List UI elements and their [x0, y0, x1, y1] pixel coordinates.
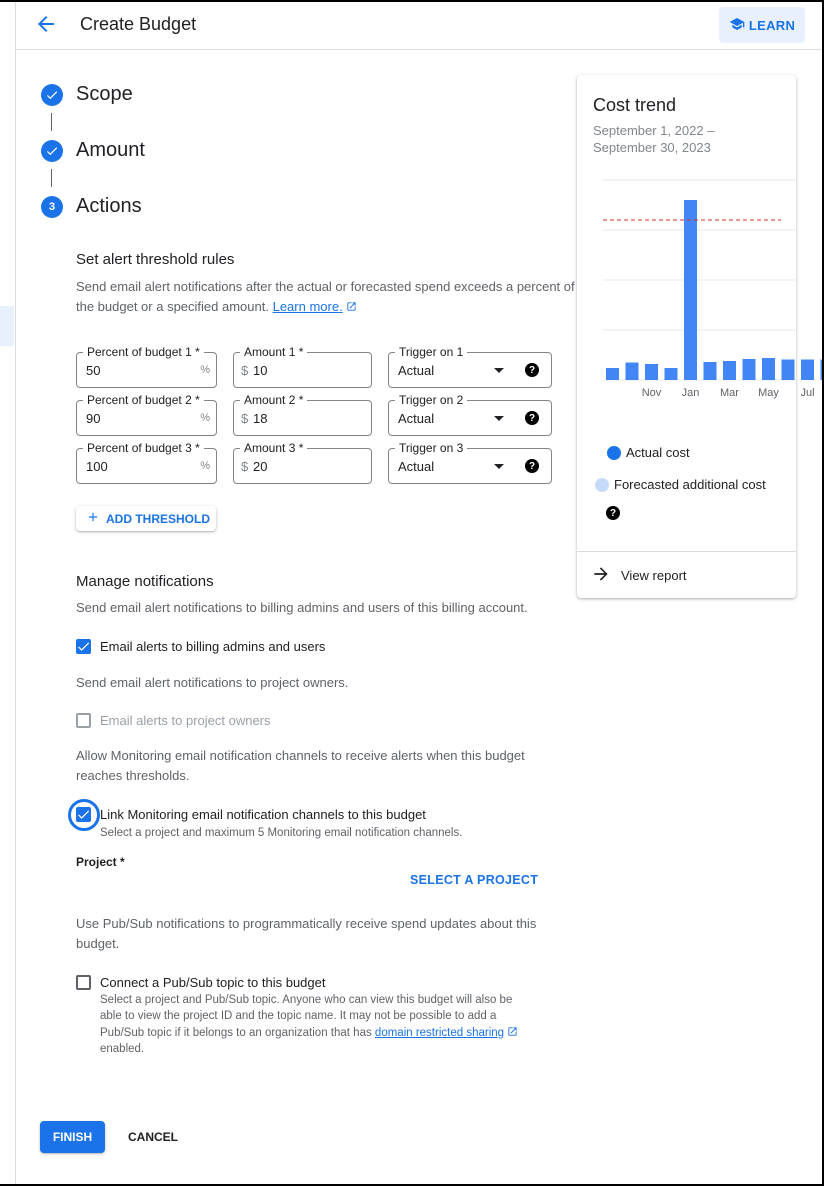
help-icon[interactable]: ? — [525, 459, 539, 473]
percent-of-budget-2-input[interactable]: Percent of budget 2 * 90 % — [76, 400, 217, 436]
owners-description: Send email alert notifications to project owners. — [76, 675, 349, 690]
dropdown-arrow-icon — [494, 464, 504, 469]
cost-trend-title: Cost trend — [593, 95, 677, 115]
threshold-description-line: Send email alert notifications after the actual or forecasted spend exceeds a percent of — [76, 279, 575, 294]
legend-forecast-dot — [595, 478, 609, 492]
step-actions[interactable] — [41, 195, 142, 218]
check-icon — [41, 84, 63, 106]
threshold-description-line: the budget or a specified amount. Learn more. — [76, 297, 357, 317]
project-owners-checkbox[interactable] — [76, 713, 91, 728]
check-icon — [41, 140, 63, 162]
view-report-link[interactable]: View report — [591, 564, 687, 587]
graduation-cap-icon — [729, 16, 745, 35]
learn-label: LEARN — [748, 17, 796, 33]
add-threshold-button[interactable]: ADD THRESHOLD — [76, 506, 216, 531]
step-amount[interactable] — [41, 139, 145, 162]
chart-bar-aug — [821, 360, 824, 381]
percent-of-budget-3-input[interactable]: Percent of budget 3 * 100 % — [76, 448, 217, 484]
step-connector — [51, 113, 52, 131]
link-monitoring-checkbox[interactable] — [76, 807, 91, 822]
chart-bar-dec — [665, 368, 678, 380]
legend-forecast-label: Forecasted additional cost — [614, 477, 766, 492]
card-divider — [577, 551, 796, 552]
domain-restricted-sharing-link[interactable]: domain restricted sharing — [374, 1027, 505, 1039]
chart-bar-may — [762, 358, 775, 380]
amount-1-input[interactable]: Amount 1 * $ 10 — [233, 352, 372, 388]
chart-bar-oct — [626, 363, 639, 381]
back-arrow-icon[interactable] — [34, 12, 58, 36]
monitoring-description-line: Allow Monitoring email notification channels to receive alerts when this budget — [76, 748, 525, 763]
pubsub-sub-description: Pub/Sub topic if it belongs to an organization that has domain restricted sharing — [100, 1025, 518, 1041]
check-icon — [76, 807, 91, 822]
legend-actual-label: Actual cost — [626, 445, 690, 460]
step-connector — [51, 169, 52, 187]
project-owners-checkbox-label[interactable]: Email alerts to project owners — [100, 713, 271, 728]
help-icon[interactable]: ? — [525, 411, 539, 425]
cost-trend-date-range: September 1, 2022 – September 30, 2023 — [593, 123, 715, 155]
chart-bar-jul — [801, 360, 814, 381]
chart-tick-label: Jul — [800, 387, 815, 399]
threshold-section-title: Set alert threshold rules — [76, 251, 235, 268]
pubsub-description-line: budget. — [76, 936, 120, 951]
step-scope-label: Scope — [76, 83, 133, 105]
chart-bar-mar — [723, 361, 736, 380]
chart-bar-jan — [684, 200, 697, 380]
top-app-bar — [16, 0, 822, 50]
dropdown-arrow-icon — [494, 416, 504, 421]
monitoring-description-line: reaches thresholds. — [76, 768, 190, 783]
trigger-on-3-select[interactable]: Trigger on 3 Actual ? — [388, 448, 552, 484]
select-project-button[interactable]: SELECT A PROJECT — [410, 873, 539, 887]
link-monitoring-checkbox-label[interactable]: Link Monitoring email notification channels to this budget — [100, 807, 426, 822]
help-icon[interactable]: ? — [606, 506, 620, 520]
chart-tick-label: Nov — [641, 387, 662, 399]
notifications-section-title: Manage notifications — [76, 573, 214, 590]
learn-more-link[interactable]: Learn more. — [272, 299, 343, 314]
step-number-badge: 3 — [41, 196, 63, 218]
pubsub-sub-description: able to view the project ID and the topic name. It may not be possible to add a — [100, 1010, 497, 1022]
pubsub-sub-description: enabled. — [100, 1043, 145, 1055]
left-rail-selected-marker — [0, 306, 14, 346]
finish-button[interactable]: FINISH — [40, 1121, 105, 1153]
step-actions-label: Actions — [76, 195, 142, 217]
step-amount-label: Amount — [76, 139, 145, 161]
learn-button[interactable] — [719, 7, 805, 43]
chart-bar-sep — [606, 368, 619, 380]
legend-actual-dot — [607, 446, 621, 460]
percent-of-budget-1-input[interactable]: Percent of budget 1 * 50 % — [76, 352, 217, 388]
left-rail-divider — [15, 0, 16, 1186]
billing-admins-checkbox-label[interactable]: Email alerts to billing admins and users — [100, 639, 326, 654]
external-link-icon — [346, 299, 357, 314]
chart-tick-label: May — [758, 387, 779, 399]
cancel-button[interactable]: CANCEL — [128, 1130, 178, 1144]
chart-bar-apr — [743, 359, 756, 380]
pubsub-checkbox[interactable] — [76, 975, 91, 990]
cost-trend-card — [577, 75, 815, 598]
cost-trend-chart — [577, 170, 815, 430]
chart-bar-nov — [645, 364, 658, 380]
amount-3-input[interactable]: Amount 3 * $ 20 — [233, 448, 372, 484]
external-link-icon — [507, 1027, 518, 1039]
arrow-right-icon — [591, 564, 611, 587]
page-title: Create Budget — [80, 14, 197, 34]
amount-2-input[interactable]: Amount 2 * $ 18 — [233, 400, 372, 436]
project-label: Project * — [76, 855, 125, 869]
check-icon — [76, 639, 91, 654]
plus-icon — [86, 510, 100, 527]
trigger-on-1-select[interactable]: Trigger on 1 Actual ? — [388, 352, 552, 388]
chart-bar-jun — [782, 360, 795, 381]
billing-admins-checkbox[interactable] — [76, 639, 91, 654]
chart-tick-label: Jan — [681, 387, 700, 399]
billing-description: Send email alert notifications to billing admins and users of this billing account. — [76, 600, 528, 615]
dropdown-arrow-icon — [494, 368, 504, 373]
trigger-on-2-select[interactable]: Trigger on 2 Actual ? — [388, 400, 552, 436]
chart-bar-feb — [704, 362, 717, 380]
pubsub-sub-description: Select a project and Pub/Sub topic. Anyone who can view this budget will also be — [100, 994, 513, 1006]
pubsub-description-line: Use Pub/Sub notifications to programmatically receive spend updates about this — [76, 916, 537, 931]
pubsub-checkbox-label[interactable]: Connect a Pub/Sub topic to this budget — [100, 975, 326, 990]
step-scope[interactable] — [41, 83, 133, 106]
chart-tick-label: Mar — [720, 387, 739, 399]
help-icon[interactable]: ? — [525, 363, 539, 377]
monitoring-sub-description: Select a project and maximum 5 Monitoring email notification channels. — [100, 827, 463, 839]
